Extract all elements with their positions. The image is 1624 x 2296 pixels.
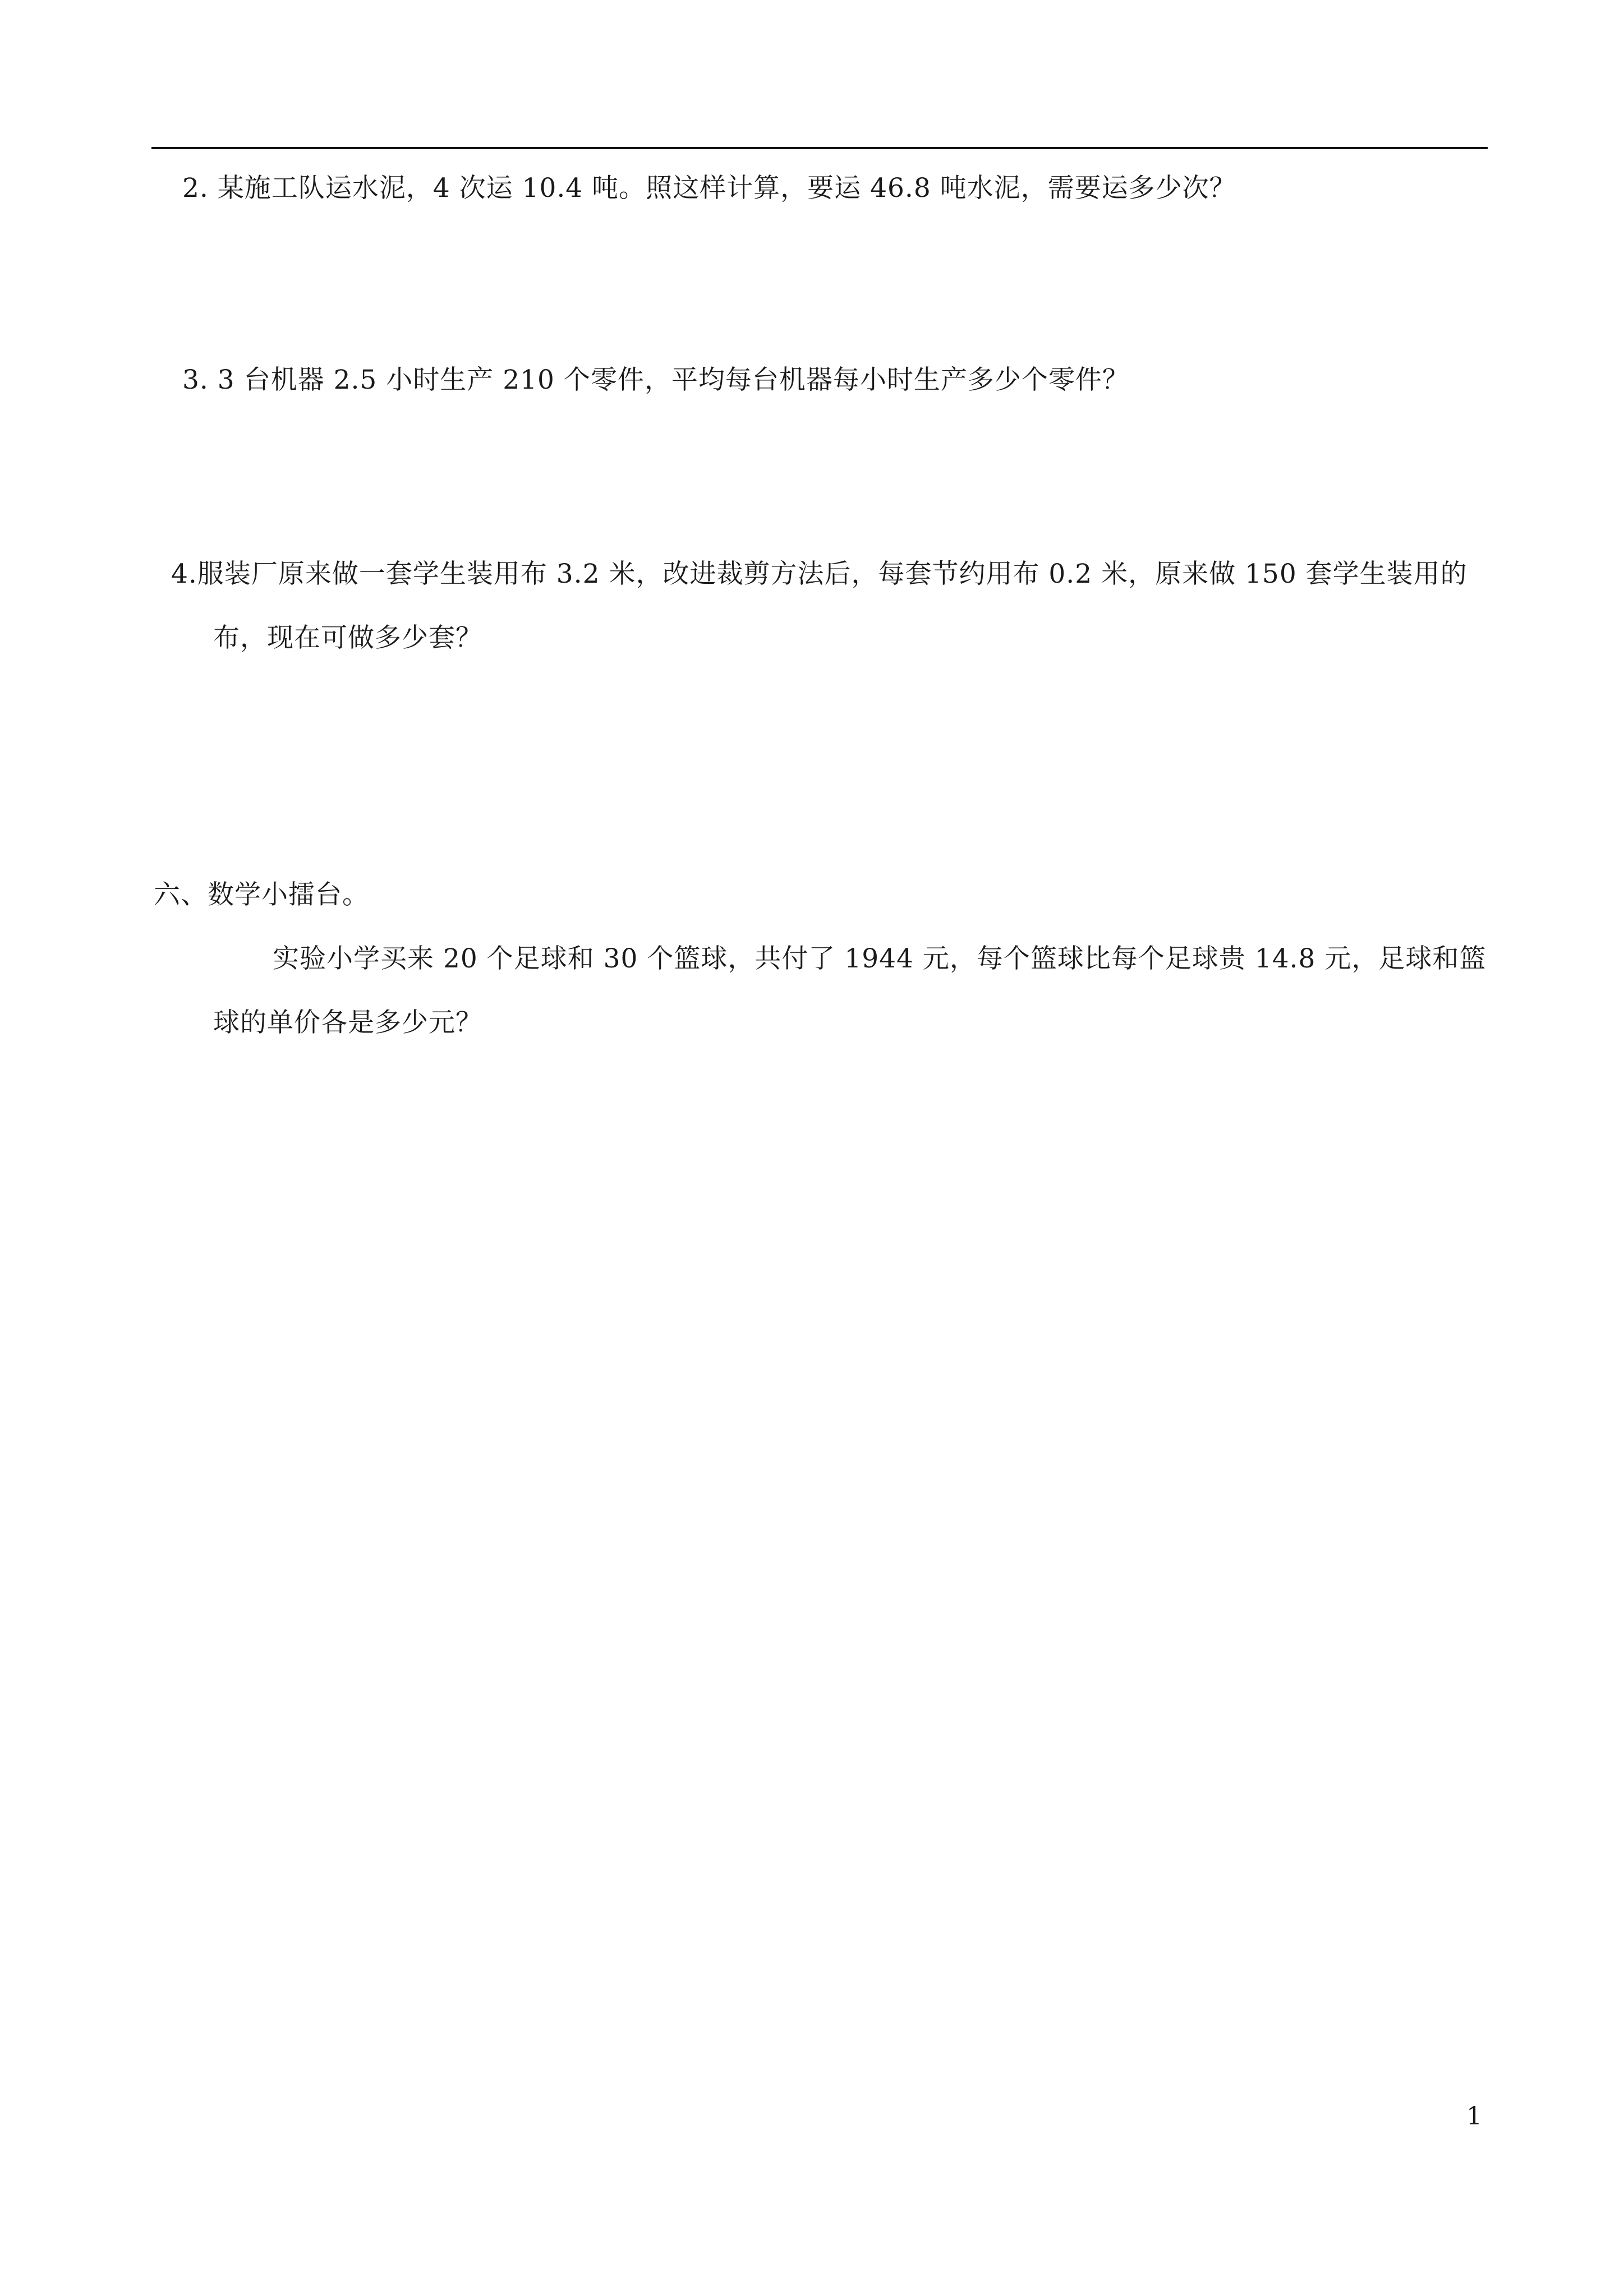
header-rule xyxy=(151,147,1488,149)
section-6-problem-line-2: 球的单价各是多少元？ xyxy=(213,1007,482,1038)
section-6-problem-line-1: 实验小学买来 20 个足球和 30 个篮球，共付了 1944 元，每个篮球比每个足球贵 14.8 元，足球和篮 xyxy=(273,943,1487,974)
problem-3-text: 3. 3 台机器 2.5 小时生产 210 个零件，平均每台机器每小时生产多少个零件？ xyxy=(182,365,1129,395)
section-6-heading: 六、数学小擂台。 xyxy=(154,879,369,910)
problem-2-text: 2. 某施工队运水泥，4 次运 10.4 吨。照这样计算，要运 46.8 吨水泥，需要运多少次？ xyxy=(182,173,1236,204)
problem-4-line-1: 4.服装厂原来做一套学生装用布 3.2 米，改进裁剪方法后，每套节约用布 0.2 米，原来做 150 套学生装用的 xyxy=(171,559,1467,589)
page-number: 1 xyxy=(1466,2102,1482,2131)
problem-4-line-2: 布，现在可做多少套？ xyxy=(213,623,482,653)
